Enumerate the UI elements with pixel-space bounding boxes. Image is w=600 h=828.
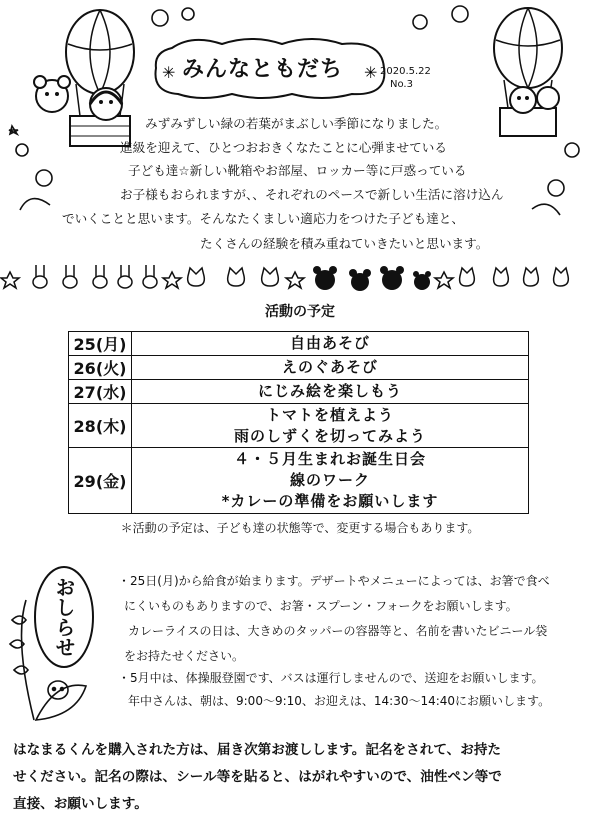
intro-line: でいくことと思います。そんなたくましい適応力をつけた子ども達と、 bbox=[62, 211, 464, 226]
issue-number: No.3 bbox=[390, 79, 413, 90]
footer-line: せください。記名の際は、シール等を貼ると、はがれやすいので、油性ペン等で bbox=[13, 769, 502, 785]
notice-line: カレーライスの日は、大きめのタッパーの容器等と、名前を書いたビニール袋 bbox=[128, 624, 548, 638]
lily-of-the-valley-illustration bbox=[6, 580, 106, 730]
intro-line: 進級を迎えて、ひとつおおきくなたことに心弾ませている bbox=[120, 140, 447, 155]
footer-line: 直接、お願いします。 bbox=[13, 796, 148, 812]
footer-line: はなまるくんを購入された方は、届き次第お渡しします。記名をされて、お持た bbox=[13, 742, 502, 758]
issue-date: 2020.5.22 bbox=[380, 66, 431, 77]
notice-line: ・25日(月)から給食が始まります。デザートやメニューによっては、お箸で食べ bbox=[118, 574, 550, 588]
schedule-table bbox=[68, 331, 529, 514]
table-row bbox=[69, 404, 529, 448]
notice-line: 年中さんは、朝は、9:00〜9:10、お迎えは、14:30〜14:40にお願いします。 bbox=[128, 694, 551, 708]
table-row bbox=[69, 356, 529, 380]
intro-line: みずみずしい緑の若葉がまぶしい季節になりました。 bbox=[145, 116, 448, 131]
table-row bbox=[69, 380, 529, 404]
newsletter-title: みんなともだち bbox=[182, 57, 344, 82]
schedule-activity: にじみ絵を楽しもう bbox=[132, 380, 529, 404]
schedule-day: 29(金) bbox=[69, 448, 132, 514]
notice-label: おしらせ bbox=[52, 577, 76, 657]
schedule-day: 25(月) bbox=[69, 332, 132, 356]
schedule-activity: 自由あそび bbox=[132, 332, 529, 356]
schedule-activity: ４・５月生まれお誕生日会 線のワーク *カレーの準備をお願いします bbox=[132, 448, 529, 514]
notice-line: をお持たせください。 bbox=[124, 649, 245, 663]
notice-line: にくいものもありますので、お箸・スプーン・フォークをお願いします。 bbox=[124, 599, 518, 613]
svg-text:✳: ✳ bbox=[364, 63, 378, 82]
schedule-day: 26(火) bbox=[69, 356, 132, 380]
svg-text:✳: ✳ bbox=[162, 63, 176, 82]
table-row bbox=[69, 332, 529, 356]
schedule-title: 活動の予定 bbox=[265, 304, 335, 320]
schedule-activity: トマトを植えよう 雨のしずくを切ってみよう bbox=[132, 404, 529, 448]
schedule-activity: えのぐあそび bbox=[132, 356, 529, 380]
intro-line: 子ども達☆新しい靴箱やお部屋、ロッカー等に戸惑っている bbox=[128, 163, 467, 178]
notice-line: ・5月中は、体操服登園です、バスは運行しませんので、送迎をお願いします。 bbox=[118, 671, 544, 685]
newsletter-title-box bbox=[152, 38, 390, 100]
animal-border-decoration bbox=[0, 260, 600, 292]
schedule-note: ＊活動の予定は、子ども達の状態等で、変更する場合もあります。 bbox=[120, 521, 480, 535]
intro-line: たくさんの経験を積み重ねていきたいと思います。 bbox=[200, 236, 489, 251]
intro-line: お子様もおられますが、、それぞれのペースで新しい生活に溶け込ん bbox=[120, 187, 504, 202]
schedule-day: 27(水) bbox=[69, 380, 132, 404]
table-row bbox=[69, 448, 529, 514]
schedule-day: 28(木) bbox=[69, 404, 132, 448]
